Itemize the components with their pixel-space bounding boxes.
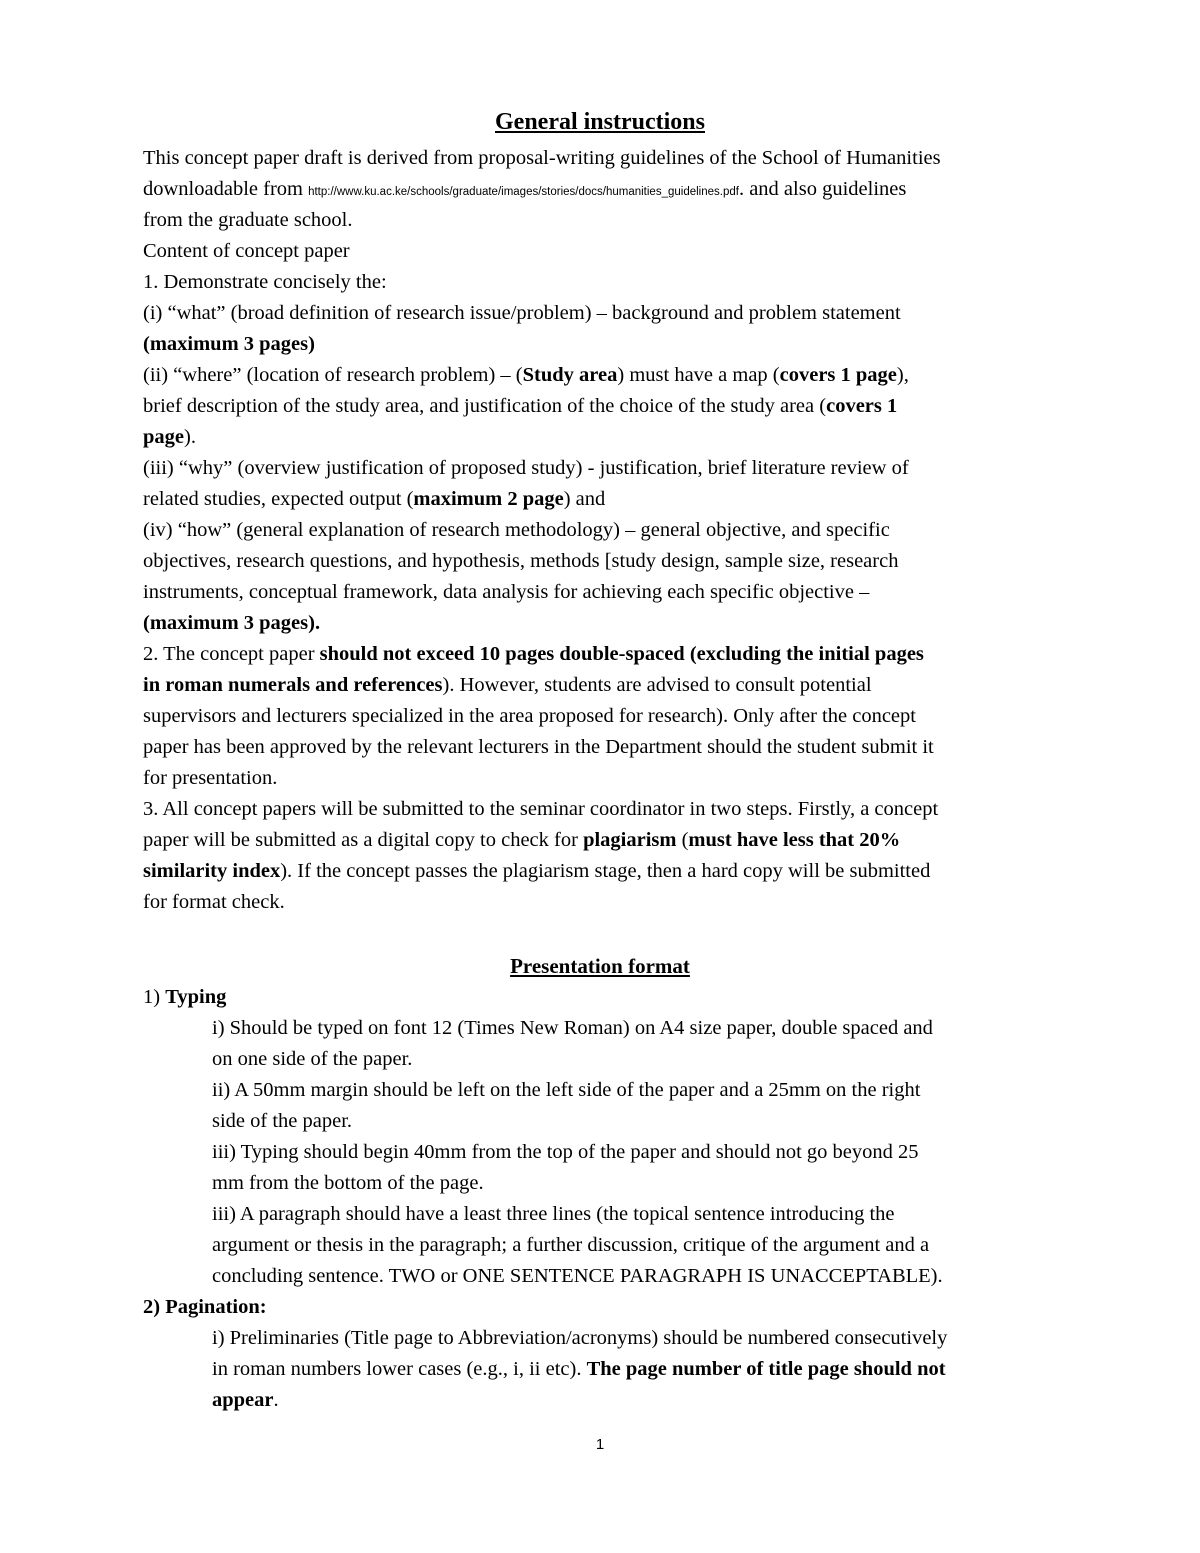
item3-line-3 (143, 859, 930, 883)
item3-line-2 (143, 828, 900, 852)
bold-text: in roman numerals and references (143, 674, 443, 696)
item2-line-4: paper has been approved by the relevant lecturers in the Department should the student submit it (143, 736, 934, 758)
bold-text: covers 1 page (779, 364, 897, 386)
text: paper will be submitted as a digital copy to check for (143, 829, 584, 851)
bold-text: maximum 2 page (413, 488, 564, 510)
content-heading: Content of concept paper (143, 240, 350, 262)
pagination-i-2 (212, 1357, 946, 1381)
item1-where-3 (143, 425, 196, 449)
typing-iv-1: iii) A paragraph should have a least three lines (the topical sentence introducing the (212, 1203, 895, 1225)
bold-text: 2) Pagination: (143, 1296, 267, 1318)
typing-iii-1: iii) Typing should begin 40mm from the top of the paper and should not go beyond 25 (212, 1141, 919, 1163)
item2-line-1 (143, 642, 924, 666)
text: ). If the concept passes the plagiarism stage, then a hard copy will be submitted (280, 860, 931, 882)
bold-text: Study area (522, 364, 618, 386)
item1-what-limit (143, 332, 315, 356)
bold-text: should not exceed 10 pages double-spaced (excluding the initial pages (319, 643, 924, 665)
bold-text: (maximum 3 pages) (143, 333, 315, 355)
pagination-i-3 (212, 1388, 279, 1412)
bold-text: page (143, 426, 184, 448)
bold-text: The page number of title page should not (586, 1358, 946, 1380)
text: 2. The concept paper (143, 643, 320, 665)
typing-ii-1: ii) A 50mm margin should be left on the left side of the paper and a 25mm on the right (212, 1079, 921, 1101)
text: ) must have a map ( (617, 364, 780, 386)
bold-text: Typing (165, 986, 227, 1008)
text: related studies, expected output ( (143, 488, 414, 510)
intro-line-1: This concept paper draft is derived from proposal-writing guidelines of the School of Humanities (143, 147, 941, 169)
pagination-i-1: i) Preliminaries (Title page to Abbreviation/acronyms) should be numbered consecutively (212, 1327, 948, 1349)
typing-iii-2: mm from the bottom of the page. (212, 1172, 484, 1194)
section-title-presentation: Presentation format (510, 954, 690, 978)
item2-line-5: for presentation. (143, 767, 278, 789)
bold-text: appear (212, 1389, 274, 1411)
item2-line-2 (143, 673, 872, 697)
text: brief description of the study area, and justification of the choice of the study area ( (143, 395, 827, 417)
item2-line-3: supervisors and lecturers specialized in the area proposed for research). Only after the concept (143, 705, 916, 727)
page-title: General instructions (495, 109, 705, 135)
item1-lead: 1. Demonstrate concisely the: (143, 271, 387, 293)
bold-text: must have less that 20% (688, 829, 901, 851)
guidelines-link[interactable]: http://www.ku.ac.ke/schools/graduate/images/stories/docs/humanities_guidelines.pdf (308, 186, 739, 198)
typing-heading (143, 985, 226, 1009)
item1-what: (i) “what” (broad definition of research issue/problem) – background and problem statement (143, 302, 901, 324)
pagination-heading (143, 1295, 267, 1319)
intro-line-3: from the graduate school. (143, 209, 353, 231)
text: in roman numbers lower cases (e.g., i, ii etc). (212, 1358, 587, 1380)
bold-text: covers 1 (826, 395, 898, 417)
item1-how-2: objectives, research questions, and hypothesis, methods [study design, sample size, research (143, 550, 899, 572)
bold-text: ( (143, 612, 150, 634)
text: ). However, students are advised to consult potential (442, 674, 872, 696)
item1-where-2 (143, 394, 897, 418)
item1-why: (iii) “why” (overview justification of proposed study) - justification, brief literature review of (143, 457, 909, 479)
item1-where (143, 363, 909, 387)
text: ( (676, 829, 689, 851)
text: ) and (563, 488, 606, 510)
intro-line-2 (143, 177, 906, 204)
item1-how: (iv) “how” (general explanation of research methodology) – general objective, and specific (143, 519, 890, 541)
intro-text: . and also guidelines (738, 178, 907, 200)
typing-iv-3: concluding sentence. TWO or ONE SENTENCE PARAGRAPH IS UNACCEPTABLE). (212, 1265, 943, 1287)
item3-line-4: for format check. (143, 891, 285, 913)
item1-why-2 (143, 487, 605, 511)
typing-iv-2: argument or thesis in the paragraph; a further discussion, critique of the argument and a (212, 1234, 930, 1256)
page-number: 1 (595, 1436, 605, 1453)
text: . (273, 1389, 279, 1411)
text: 1) (143, 986, 166, 1008)
text: ), (896, 364, 909, 386)
typing-i-1: i) Should be typed on font 12 (Times New Roman) on A4 size paper, double spaced and (212, 1017, 933, 1039)
item3-line-1: 3. All concept papers will be submitted to the seminar coordinator in two steps. Firstly, a concept (143, 798, 939, 820)
bold-text: ). (308, 612, 321, 634)
text: ). (184, 426, 196, 448)
bold-text: plagiarism (583, 829, 677, 851)
intro-text: downloadable from (143, 178, 309, 200)
bold-text: similarity index (143, 860, 281, 882)
item1-how-3: instruments, conceptual framework, data analysis for achieving each specific objective – (143, 581, 870, 603)
item1-how-4 (143, 611, 320, 635)
typing-i-2: on one side of the paper. (212, 1048, 413, 1070)
typing-ii-2: side of the paper. (212, 1110, 353, 1132)
bold-text: maximum 3 pages (149, 612, 309, 634)
text: (ii) “where” (location of research problem) – ( (143, 364, 523, 386)
